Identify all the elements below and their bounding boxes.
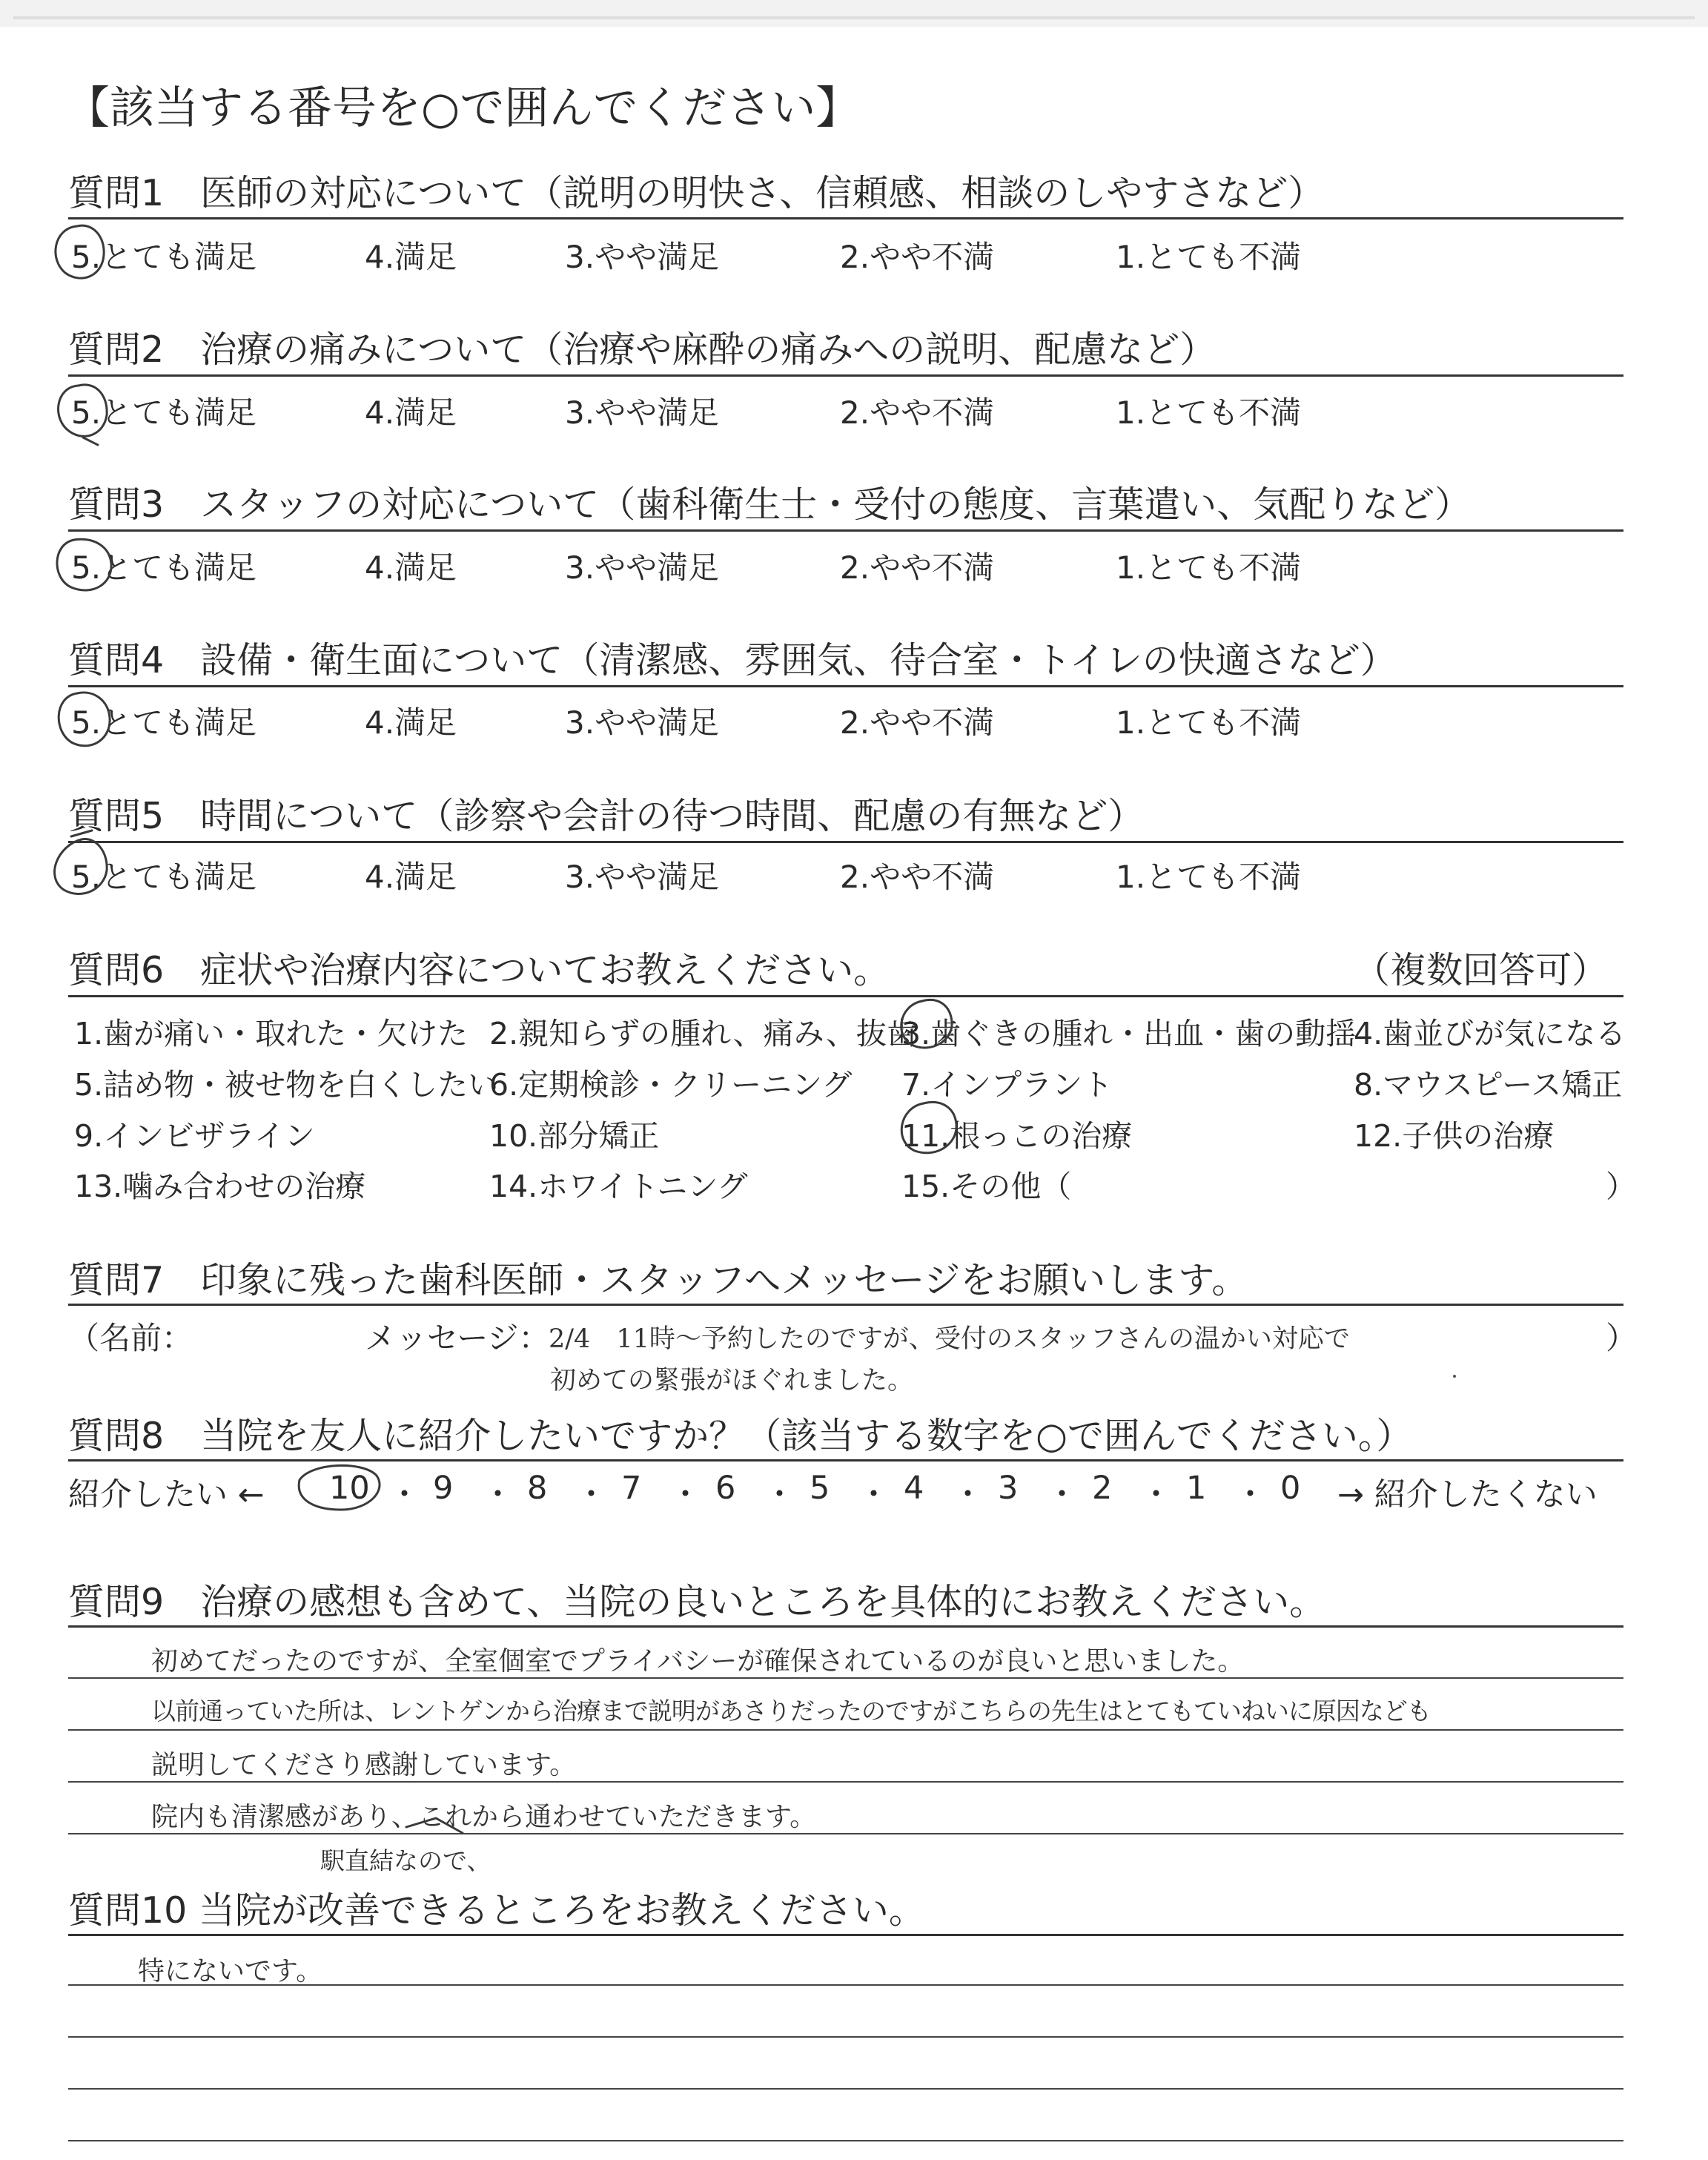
option-4[interactable]: 4.満足 xyxy=(365,549,457,586)
option-2[interactable]: 2.やや不満 xyxy=(840,704,995,741)
option-5[interactable]: 5.とても満足 xyxy=(71,704,257,741)
symptom-option-4[interactable]: 4.歯並びが気になる xyxy=(1354,1016,1626,1051)
option-1[interactable]: 1.とても不満 xyxy=(1116,394,1302,431)
option-4[interactable]: 4.満足 xyxy=(365,394,457,431)
score-separator: ・ xyxy=(575,1476,607,1513)
question-title: 質問3 スタッフの対応について（歯科衛生士・受付の態度、言葉遣い、気配りなど） xyxy=(68,483,1472,526)
symptom-option-2[interactable]: 2.親知らずの腫れ、痛み、抜歯 xyxy=(489,1016,918,1051)
ink-dot xyxy=(1453,1375,1456,1378)
option-3[interactable]: 3.やや満足 xyxy=(565,394,720,431)
option-3[interactable]: 3.やや満足 xyxy=(565,239,720,275)
option-2[interactable]: 2.やや不満 xyxy=(840,239,995,275)
handwritten-message: 初めての緊張がほぐれました。 xyxy=(550,1366,914,1396)
option-3[interactable]: 3.やや満足 xyxy=(565,704,720,741)
score-4[interactable]: 4 xyxy=(904,1470,924,1507)
answer-line xyxy=(68,2088,1623,2090)
handwritten-answer: 以前通っていた所は、レントゲンから治療まで説明があさりだったのですがこちらの先生はとてもていねいに原因なども xyxy=(151,1697,1431,1725)
divider xyxy=(68,1934,1623,1936)
score-5[interactable]: 5 xyxy=(810,1470,830,1507)
handwritten-answer: 特にないです。 xyxy=(138,1956,323,1986)
scan-edge xyxy=(0,0,1708,27)
score-1[interactable]: 1 xyxy=(1186,1470,1207,1507)
multiple-answer-note: （複数回答可） xyxy=(1354,949,1609,991)
score-3[interactable]: 3 xyxy=(998,1470,1019,1507)
divider xyxy=(68,1459,1623,1462)
divider xyxy=(68,1304,1623,1306)
divider xyxy=(68,685,1623,687)
option-1[interactable]: 1.とても不満 xyxy=(1116,704,1302,741)
option-3[interactable]: 3.やや満足 xyxy=(565,549,720,586)
divider xyxy=(68,1625,1623,1628)
question-title: 質問8 当院を友人に紹介したいですか？（該当する数字を○で囲んでください。） xyxy=(68,1415,1413,1457)
answer-line xyxy=(68,1729,1623,1731)
symptom-option-7[interactable]: 7.インプラント xyxy=(901,1067,1113,1103)
option-4[interactable]: 4.満足 xyxy=(365,704,457,741)
handwritten-answer: 院内も清潔感があり、これから通わせていただきます。 xyxy=(151,1802,817,1832)
divider xyxy=(68,217,1623,219)
score-separator: ・ xyxy=(1046,1476,1078,1513)
score-separator: ・ xyxy=(952,1476,984,1513)
score-separator: ・ xyxy=(1140,1476,1172,1513)
message-close-paren: ） xyxy=(1606,1320,1638,1356)
divider xyxy=(68,995,1623,997)
symptom-option-3[interactable]: 3.歯ぐきの腫れ・出血・歯の動揺 xyxy=(901,1016,1357,1051)
symptom-option-9[interactable]: 9.インビザライン xyxy=(74,1118,315,1154)
option-1[interactable]: 1.とても不満 xyxy=(1116,549,1302,586)
divider xyxy=(68,841,1623,843)
option-4[interactable]: 4.満足 xyxy=(365,239,457,275)
score-separator: ・ xyxy=(1234,1476,1266,1513)
symptom-option-15[interactable]: 15.その他（ xyxy=(901,1169,1072,1204)
question-title: 質問5 時間について（診察や会計の待つ時間、配慮の有無など） xyxy=(68,795,1145,837)
option-5[interactable]: 5.とても満足 xyxy=(71,239,257,275)
symptom-option-12[interactable]: 12.子供の治療 xyxy=(1354,1118,1555,1154)
symptom-option-1[interactable]: 1.歯が痛い・取れた・欠けた xyxy=(74,1016,469,1051)
page-title: 【該当する番号を○で囲んでください】 xyxy=(65,82,861,134)
handwritten-answer: 初めてだったのですが、全室個室でプライバシーが確保されているのが良いと思いました。 xyxy=(151,1646,1245,1677)
score-separator: ・ xyxy=(388,1476,420,1513)
option-1[interactable]: 1.とても不満 xyxy=(1116,239,1302,275)
question-title: 質問4 設備・衛生面について（清潔感、雰囲気、待合室・トイレの快適さなど） xyxy=(68,639,1397,681)
option-1[interactable]: 1.とても不満 xyxy=(1116,859,1302,895)
score-0[interactable]: 0 xyxy=(1280,1470,1301,1507)
score-separator: ・ xyxy=(858,1476,890,1513)
symptom-option-13[interactable]: 13.噛み合わせの治療 xyxy=(74,1169,366,1204)
score-separator: ・ xyxy=(764,1476,795,1513)
name-label: （名前： xyxy=(68,1320,193,1356)
message-label: メッセージ： xyxy=(365,1320,550,1356)
symptom-option-10[interactable]: 10.部分矯正 xyxy=(489,1118,660,1154)
score-9[interactable]: 9 xyxy=(433,1470,454,1507)
handwritten-answer: 説明してくださり感謝しています。 xyxy=(151,1750,577,1780)
symptom-option-11[interactable]: 11.根っこの治療 xyxy=(901,1118,1133,1154)
question-title: 質問9 治療の感想も含めて、当院の良いところを具体的にお教えください。 xyxy=(68,1581,1326,1623)
score-separator: ・ xyxy=(482,1476,514,1513)
divider xyxy=(68,374,1623,377)
option-2[interactable]: 2.やや不満 xyxy=(840,394,995,431)
option-5[interactable]: 5.とても満足 xyxy=(71,859,257,895)
option-4[interactable]: 4.満足 xyxy=(365,859,457,895)
answer-line xyxy=(68,2036,1623,2038)
question-title: 質問10 当院が改善できるところをお教えください。 xyxy=(68,1889,925,1932)
score-8[interactable]: 8 xyxy=(527,1470,548,1507)
symptom-option-5[interactable]: 5.詰め物・被せ物を白くしたい xyxy=(74,1067,499,1103)
symptom-option-14[interactable]: 14.ホワイトニング xyxy=(489,1169,748,1204)
score-2[interactable]: 2 xyxy=(1092,1470,1113,1507)
recommend-right-label: → 紹介したくない xyxy=(1337,1476,1598,1513)
question-title: 質問2 治療の痛みについて（治療や麻酔の痛みへの説明、配慮など） xyxy=(68,328,1217,371)
question-title: 質問6 症状や治療内容についてお教えください。 xyxy=(68,949,890,991)
score-7[interactable]: 7 xyxy=(621,1470,642,1507)
handwritten-insertion: 駅直結なので、 xyxy=(320,1846,491,1875)
score-separator: ・ xyxy=(669,1476,701,1513)
option-5[interactable]: 5.とても満足 xyxy=(71,394,257,431)
option-2[interactable]: 2.やや不満 xyxy=(840,859,995,895)
question-title: 質問7 印象に残った歯科医師・スタッフへメッセージをお願いします。 xyxy=(68,1259,1248,1301)
score-10[interactable]: 10 xyxy=(329,1470,370,1507)
handwritten-message: 2/4 11時～予約したのですが、受付のスタッフさんの温かい対応で xyxy=(549,1324,1350,1354)
symptom-option-6[interactable]: 6.定期検診・クリーニング xyxy=(489,1067,853,1103)
symptom-option-8[interactable]: 8.マウスピース矯正 xyxy=(1354,1067,1623,1103)
score-6[interactable]: 6 xyxy=(715,1470,736,1507)
answer-line xyxy=(68,2140,1623,2141)
divider xyxy=(68,529,1623,532)
question-title: 質問1 医師の対応について（説明の明快さ、信頼感、相談のしやすさなど） xyxy=(68,172,1325,214)
recommend-left-label: 紹介したい ← xyxy=(68,1476,265,1513)
option-2[interactable]: 2.やや不満 xyxy=(840,549,995,586)
other-close-paren: ） xyxy=(1606,1169,1636,1204)
option-3[interactable]: 3.やや満足 xyxy=(565,859,720,895)
option-5[interactable]: 5.とても満足 xyxy=(71,549,257,586)
